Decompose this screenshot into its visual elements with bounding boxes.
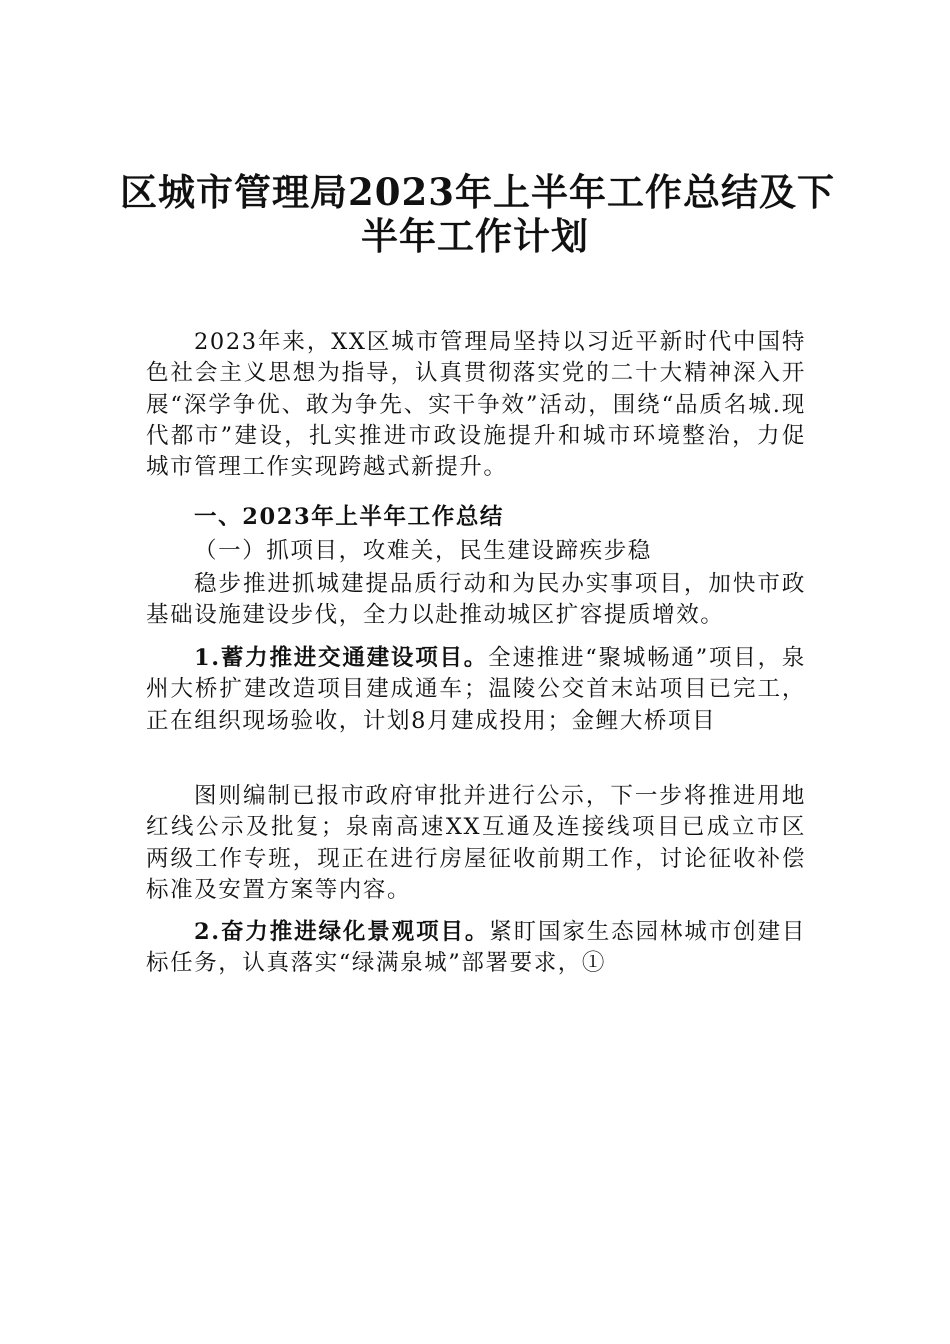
section1-heading: 一、2023年上半年工作总结 (194, 504, 505, 530)
item2-lead: 2.奋力推进绿化景观项目。 (194, 919, 490, 945)
item1-paragraph (146, 643, 806, 737)
item2-paragraph (146, 917, 806, 980)
item1-continued-paragraph: 图则编制已报市政府审批并进行公示，下一步将推进用地红线公示及批复；泉南高速XX互通及连接线项目已成立市区两级工作专班，现正在进行房屋征收前期工作，讨论征收补偿标准及安置方案等内容。 (146, 783, 806, 903)
subsection1-heading: （一）抓项目，攻难关，民生建设蹄疾步稳 (194, 538, 652, 564)
document-title-line1: 区城市管理局2023年上半年工作总结及下 (120, 170, 835, 214)
intro-paragraph: 2023年来，XX区城市管理局坚持以习近平新时代中国特色社会主义思想为指导，认真贯彻落实党的二十大精神深入开展“深学争优、敢为争先、实干争效”活动，围绕“品质名城.现代都市”建设，扎实推进市政设施提升和城市环境整治，力促城市管理工作实现跨越式新提升。 (146, 329, 806, 481)
item2-body: 紧盯国家生态园林城市创建目标任务，认真落实“绿满泉城”部署要求，① (146, 919, 806, 977)
item1-body: 全速推进“聚城畅通”项目，泉州大桥扩建改造项目建成通车；温陵公交首末站项目已完工，正在组织现场验收，计划8月建成投用；金鲤大桥项目 (146, 645, 806, 734)
item1-lead: 1.蓄力推进交通建设项目。 (194, 645, 489, 671)
subsection1-intro-paragraph: 稳步推进抓城建提品质行动和为民办实事项目，加快市政基础设施建设步伐，全力以赴推动城区扩容提质增效。 (146, 571, 806, 629)
document-title-line2: 半年工作计划 (361, 214, 589, 258)
